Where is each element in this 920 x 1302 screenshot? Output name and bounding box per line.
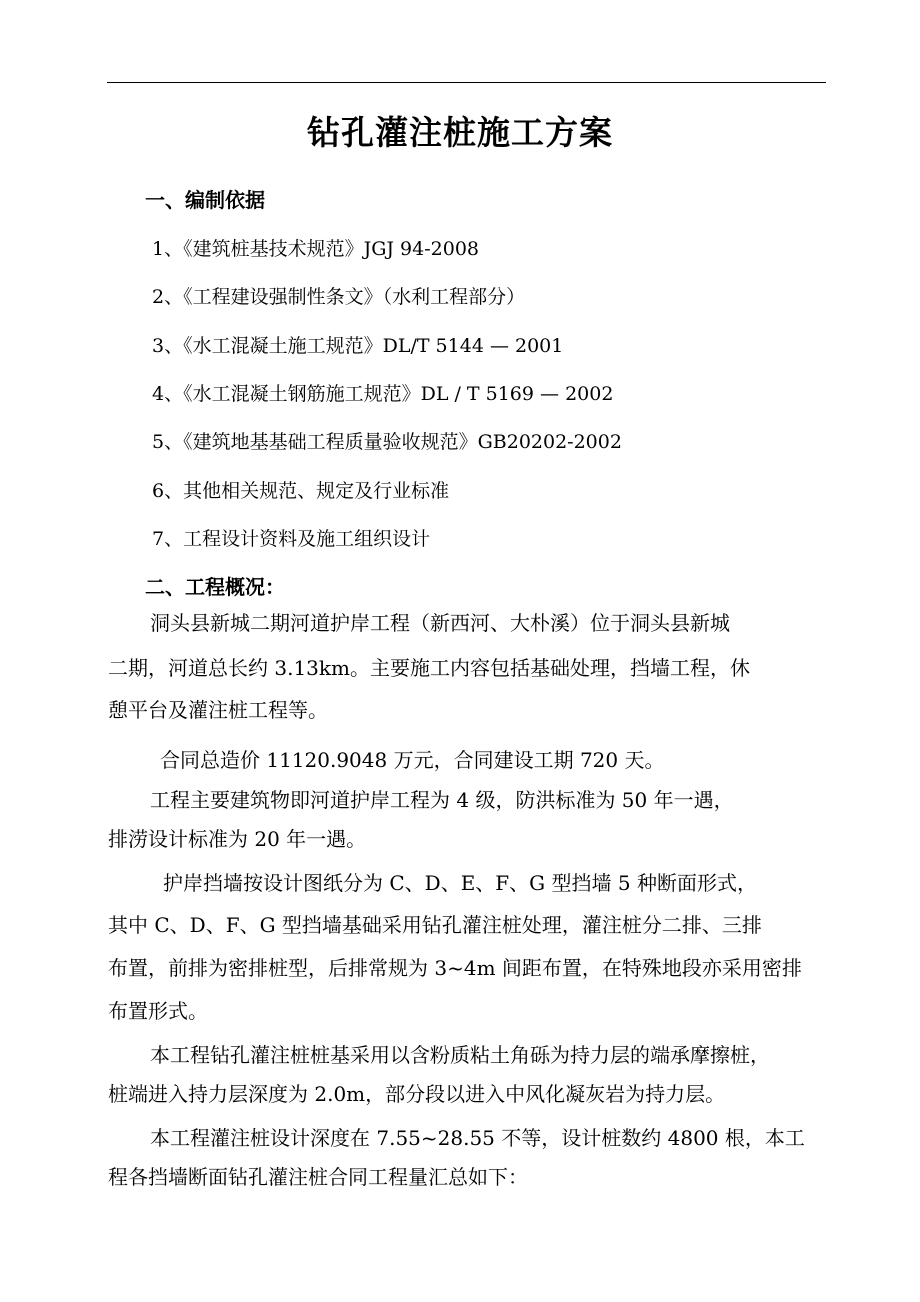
paragraph-line: 布置形式。 — [108, 999, 208, 1023]
reference-item: 5、《建筑地基基础工程质量验收规范》GB20202-2002 — [152, 431, 622, 453]
paragraph-line: 本工程灌注桩设计深度在 7.55~28.55 不等，设计桩数约 4800 根，本工 — [150, 1126, 805, 1150]
paragraph-line: 桩端进入持力层深度为 2.0m，部分段以进入中风化凝灰岩为持力层。 — [108, 1082, 726, 1106]
paragraph-line: 合同总造价 11120.9048 万元，合同建设工期 720 天。 — [160, 748, 665, 772]
reference-item: 2、《工程建设强制性条文》（水利工程部分） — [152, 286, 526, 308]
paragraph-line: 憩平台及灌注桩工程等。 — [108, 698, 328, 722]
section-heading-basis: 一、编制依据 — [145, 188, 265, 212]
paragraph-line: 本工程钻孔灌注桩桩基采用以含粉质粘土角砾为持力层的端承摩擦桩， — [150, 1043, 770, 1067]
section-heading-overview: 二、工程概况： — [145, 575, 285, 599]
paragraph-line: 其中 C、D、F、G 型挡墙基础采用钻孔灌注桩处理，灌注桩分二排、三排 — [108, 913, 762, 937]
reference-item: 7、工程设计资料及施工组织设计 — [152, 528, 431, 550]
reference-item: 3、《水工混凝土施工规范》DL/T 5144 — 2001 — [152, 335, 564, 357]
paragraph-line: 程各挡墙断面钻孔灌注桩合同工程量汇总如下： — [108, 1165, 528, 1189]
paragraph-line: 洞头县新城二期河道护岸工程（新西河、大朴溪）位于洞头县新城 — [150, 611, 730, 635]
paragraph-line: 护岸挡墙按设计图纸分为 C、D、E、F、G 型挡墙 5 种断面形式， — [163, 871, 757, 895]
reference-item: 4、《水工混凝土钢筋施工规范》DL / T 5169 — 2002 — [152, 383, 614, 405]
reference-item: 6、其他相关规范、规定及行业标准 — [152, 480, 450, 502]
paragraph-line: 排涝设计标准为 20 年一遇。 — [108, 827, 367, 851]
reference-item: 1、《建筑桩基技术规范》JGJ 94-2008 — [152, 238, 479, 260]
paragraph-line: 工程主要建筑物即河道护岸工程为 4 级，防洪标准为 50 年一遇， — [150, 788, 734, 812]
paragraph-line: 二期，河道总长约 3.13km。主要施工内容包括基础处理，挡墙工程，休 — [108, 656, 750, 680]
paragraph-line: 布置，前排为密排桩型，后排常规为 3~4m 间距布置，在特殊地段亦采用密排 — [108, 956, 802, 980]
document-title: 钻孔灌注桩施工方案 — [307, 113, 613, 152]
header-rule — [107, 82, 826, 83]
